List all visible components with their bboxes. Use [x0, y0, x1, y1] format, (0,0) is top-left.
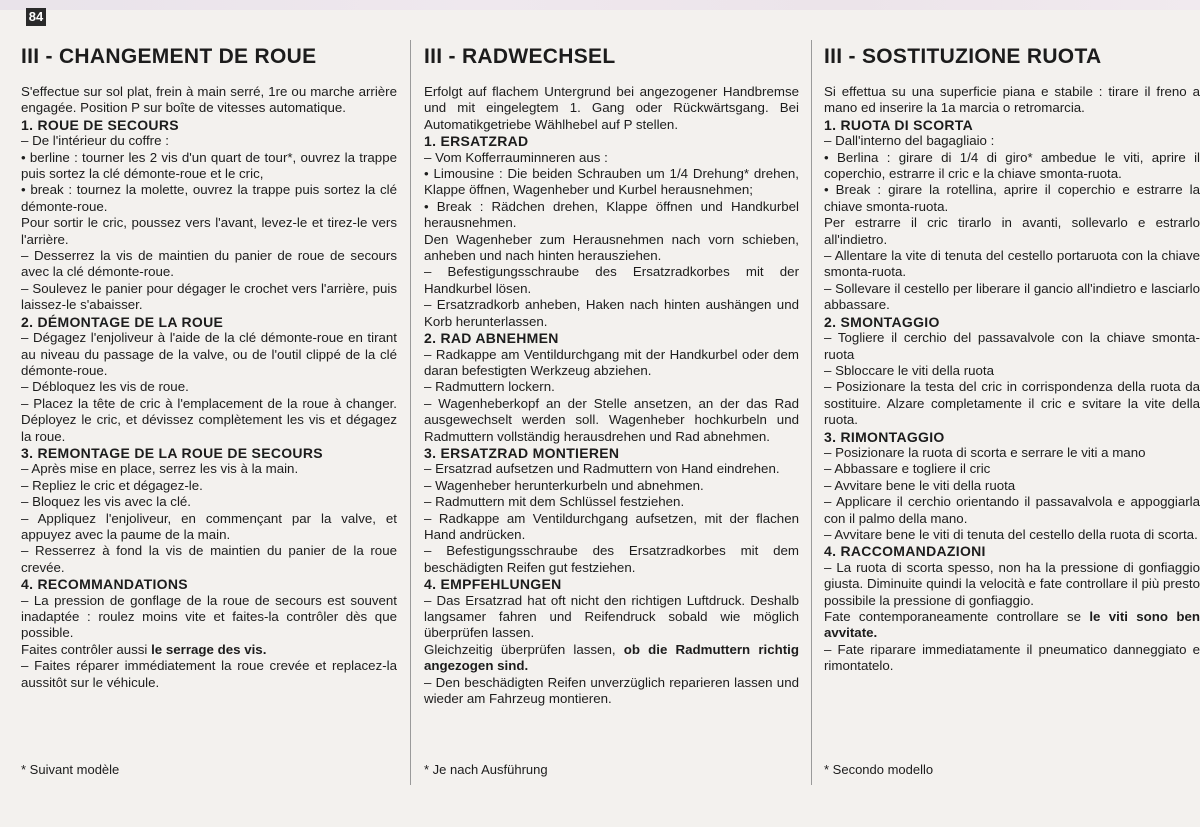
paragraph: – Resserrez à fond la vis de maintien du panier de la roue crevée. — [21, 543, 397, 575]
paragraph: – Posizionare la ruota di scorta e serrare le viti a mano — [824, 444, 1146, 460]
subsection-heading: 3. RIMONTAGGIO — [824, 428, 945, 445]
paragraph: – Radmuttern lockern. — [424, 379, 555, 395]
paragraph: • Limousine : Die beiden Schrauben um 1/4 Drehung* drehen, Klappe öffnen, Wagenheber und Kurbel herausnehmen; — [424, 166, 799, 198]
paragraph: – Applicare il cerchio orientando il passavalvola e appoggiarla con il palmo della mano. — [824, 494, 1200, 526]
subsection-heading: 1. ERSATZRAD — [424, 133, 529, 150]
paragraph: – Faites réparer immédiatement la roue crevée et replacez-la aussitôt sur le véhicule. — [21, 658, 397, 690]
paragraph: • break : tournez la molette, ouvrez la trappe puis sortez la clé démonte-roue. — [21, 182, 397, 214]
paragraph-text: Fate contemporaneamente controllare se — [824, 609, 1090, 624]
paragraph — [21, 642, 397, 658]
paragraph: – Radmuttern mit dem Schlüssel festziehen. — [424, 494, 685, 510]
paragraph: – Ersatzrad aufsetzen und Radmuttern von Hand eindrehen. — [424, 461, 780, 477]
paragraph: Pour sortir le cric, poussez vers l'avant, levez-le et tirez-le vers l'arrière. — [21, 215, 397, 247]
paragraph: – Fate riparare immediatamente il pneumatico danneggiato e rimontatelo. — [824, 641, 1200, 674]
paragraph: – Repliez le cric et dégagez-le. — [21, 477, 203, 493]
paragraph: – Posizionare la testa del cric in corrispondenza della ruota da sostituire. Alzare completamente il cric e svitare la vite della ruota. — [824, 379, 1200, 428]
paragraph: – Abbassare e togliere il cric — [824, 461, 991, 477]
paragraph-text: Faites contrôler aussi — [21, 641, 152, 657]
subsection-heading: 4. EMPFEHLUNGEN — [424, 576, 562, 593]
paragraph: • Berlina : girare di 1/4 di giro* ambedue le viti, aprire il coperchio, estrarre il cric e la chiave smonta-ruota. — [824, 149, 1200, 182]
subsection-heading: 4. RECOMMANDATIONS — [21, 576, 188, 593]
column-german — [424, 44, 799, 784]
paragraph: • Break : Rädchen drehen, Klappe öffnen und Handkurbel herausnehmen. — [424, 198, 799, 231]
paragraph: Den Wagenheber zum Herausnehmen nach vorn schieben, anheben und nach hinten herausziehen. — [424, 231, 799, 264]
paragraph: – Dall'interno del bagagliaio : — [824, 133, 995, 149]
paragraph-text: Gleichzeitig überprüfen lassen, — [424, 641, 624, 657]
footnote-german: * Je nach Ausführung — [424, 762, 548, 777]
subsection-heading: 4. RACCOMANDAZIONI — [824, 543, 986, 560]
paragraph: – Radkappe am Ventildurchgang mit der Handkurbel oder dem daran befestigten Werkzeug abziehen. — [424, 346, 799, 378]
paragraph-emphasis: ob die Radmuttern richtig angezogen sind. — [424, 641, 799, 674]
paragraph: – Das Ersatzrad hat oft nicht den richtigen Luftdruck. Deshalb langsamer fahren und Reifendruck sobald wie möglich überprüfen lassen. — [424, 592, 799, 641]
paragraph: – Togliere il cerchio del passavalvole con la chiave smonta-ruota — [824, 330, 1200, 362]
paragraph: S'effectue sur sol plat, frein à main serré, 1re ou marche arrière engagée. Position P sur boîte de vitesses automatique. — [21, 84, 397, 116]
column-divider — [410, 40, 411, 785]
paragraph: – Dégagez l'enjoliveur à l'aide de la clé démonte-roue en tirant au niveau du passage de la valve, ou de l'outil clippé de la clé démonte-roue. — [21, 330, 397, 378]
column-divider — [811, 40, 812, 785]
subsection-heading: 3. REMONTAGE DE LA ROUE DE SECOURS — [21, 444, 323, 461]
paragraph: – Wagenheber herunterkurbeln und abnehmen. — [424, 477, 704, 493]
paragraph: – Befestigungsschraube des Ersatzradkorbes mit der Handkurbel lösen. — [424, 264, 799, 296]
paragraph: – Soulevez le panier pour dégager le crochet vers l'arrière, puis laissez-le s'abaisser. — [21, 280, 397, 313]
section-title-french: III - CHANGEMENT DE ROUE — [21, 45, 317, 68]
paragraph-emphasis: le viti sono ben avvitate. — [824, 609, 1200, 641]
paragraph: – La pression de gonflage de la roue de secours est souvent inadaptée : roulez moins vite et faites-la contrôler dès que possible. — [21, 592, 397, 641]
top-color-band — [0, 0, 1200, 10]
paragraph — [824, 609, 1200, 642]
paragraph: – Après mise en place, serrez les vis à la main. — [21, 461, 299, 477]
paragraph: – De l'intérieur du coffre : — [21, 133, 169, 149]
subsection-heading: 2. DÉMONTAGE DE LA ROUE — [21, 313, 224, 330]
paragraph: – Befestigungsschraube des Ersatzradkorbes mit dem beschädigten Reifen gut festziehen. — [424, 543, 799, 575]
paragraph: – Avvitare bene le viti di tenuta del cestello della ruota di scorta. — [824, 526, 1198, 542]
paragraph: – Allentare la vite di tenuta del cestello portaruota con la chiave smonta-ruota. — [824, 248, 1200, 280]
subsection-heading: 2. SMONTAGGIO — [824, 313, 940, 330]
column-french — [21, 44, 397, 784]
paragraph: – Sollevare il cestello per liberare il gancio all'indietro e lasciarlo abbassare. — [824, 280, 1200, 313]
paragraph: • Break : girare la rotellina, aprire il coperchio e estrarre la chiave smonta-ruota. — [824, 182, 1200, 214]
subsection-heading: 2. RAD ABNEHMEN — [424, 330, 559, 347]
footnote-italian: * Secondo modello — [824, 762, 934, 777]
paragraph: Erfolgt auf flachem Untergrund bei angezogener Handbremse und mit eingelegtem 1. Gang oder Rückwärtsgang. Bei Automatikgetriebe Wählhebel auf P stellen. — [424, 84, 799, 132]
paragraph: – La ruota di scorta spesso, non ha la pressione di gonfiaggio giusta. Diminuite quindi la velocità e fate controllare il più presto possibile la pressione di gonfiaggio. — [824, 559, 1200, 608]
column-body — [424, 84, 799, 707]
paragraph: Si effettua su una superficie piana e stabile : tirare il freno a mano ed inserire la 1a marcia o retromarcia. — [824, 84, 1200, 116]
paragraph: – Appliquez l'enjoliveur, en commençant par la valve, et appuyez avec la paume de la main. — [21, 510, 397, 542]
paragraph-emphasis: le serrage des vis. — [151, 641, 267, 657]
column-body — [824, 84, 1200, 675]
paragraph: – Desserrez la vis de maintien du panier de roue de secours avec la clé démonte-roue. — [21, 248, 397, 280]
paragraph: – Radkappe am Ventildurchgang aufsetzen, mit der flachen Hand andrücken. — [424, 510, 799, 542]
paragraph: – Den beschädigten Reifen unverzüglich reparieren lassen und wieder am Fahrzeug montieren. — [424, 674, 799, 707]
paragraph: – Avvitare bene le viti della ruota — [824, 477, 1016, 493]
footnote-french: * Suivant modèle — [21, 762, 120, 777]
paragraph: • berline : tourner les 2 vis d'un quart de tour*, ouvrez la trappe puis sortez la clé démonte-roue et le cric, — [21, 149, 397, 182]
section-title-german: III - RADWECHSEL — [424, 45, 616, 68]
paragraph: – Wagenheberkopf an der Stelle ansetzen, an der das Rad ausgewechselt werden soll. Wagenheber hochkurbeln und Radmuttern vollständig herausdrehen und Rad abnehmen. — [424, 395, 799, 444]
paragraph: – Ersatzradkorb anheben, Haken nach hinten aushängen und Korb herunterlassen. — [424, 297, 799, 329]
paragraph: – Vom Kofferrauminneren aus : — [424, 149, 608, 165]
subsection-heading: 3. ERSATZRAD MONTIEREN — [424, 444, 620, 461]
paragraph: Per estrarre il cric tirarlo in avanti, sollevarlo e estrarlo all'indietro. — [824, 215, 1200, 247]
paragraph: – Débloquez les vis de roue. — [21, 379, 189, 395]
column-italian — [824, 44, 1200, 784]
page-number: 84 — [26, 8, 46, 26]
paragraph — [424, 642, 799, 675]
subsection-heading: 1. RUOTA DI SCORTA — [824, 116, 974, 133]
paragraph: – Sbloccare le viti della ruota — [824, 362, 994, 378]
section-title-italian: III - SOSTITUZIONE RUOTA — [824, 45, 1102, 68]
subsection-heading: 1. ROUE DE SECOURS — [21, 116, 179, 133]
paragraph: – Placez la tête de cric à l'emplacement de la roue à changer. Déployez le cric, et dévissez complètement les vis et dégagez la roue. — [21, 395, 397, 444]
column-body — [21, 84, 397, 691]
paragraph: – Bloquez les vis avec la clé. — [21, 494, 191, 510]
